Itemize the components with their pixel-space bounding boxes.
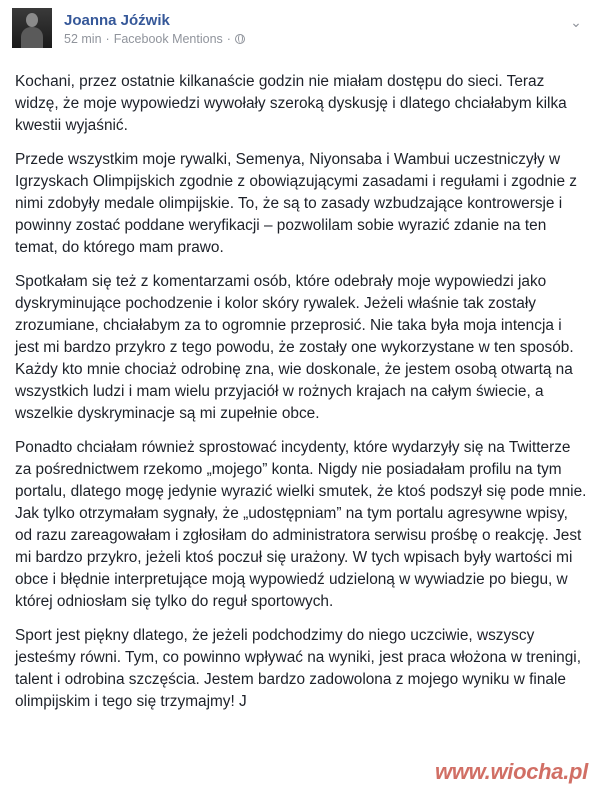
post-text xyxy=(15,71,587,725)
post-paragraph-5: Sport jest piękny dlatego, że jeżeli podchodzimy do niego uczciwie, wszyscy jesteśmy równi. Tym, co powinno wpływać na wyniki, jest praca włożona w treningi, talent i odrobina szczęścia. Jestem bardzo zadowolona z mojego wyniku w finale olimpijskim i tego się trzymajmy! J xyxy=(15,627,581,710)
watermark-logo: www.wiocha.pl xyxy=(435,759,588,784)
globe-icon[interactable] xyxy=(235,34,245,44)
post-paragraph-4: Ponadto chciałam również sprostować incydenty, które wydarzyły się na Twitterze za pośrednictwem rzekomo „mojego” konta. Nigdy nie posiadałam profilu na tym portalu, dlatego mogę jedynie wyrazić wielki smutek, że ktoś podszył się pode mnie. Jak tylko otrzymałam sygnały, że „udostępniam” na tym portalu agresywne wpisy, od razu zareagowałam i zgłosiłam do administratora serwisu prośbę o reakcję. Jest mi bardzo przykro, jeżeli ktoś poczuł się urażony. W tych wpisach były wartości mi obce i błędnie interpretujące moją wypowiedź udzieloną w wywiadzie po biegu, w której odniosłam się tylko do reguł sportowych. xyxy=(15,439,587,610)
avatar-body-shape xyxy=(21,27,43,48)
avatar-head-shape xyxy=(26,13,38,27)
chevron-down-icon[interactable]: ⌄ xyxy=(570,14,582,30)
meta-separator: · xyxy=(105,32,110,46)
post-timestamp-link[interactable]: 52 min xyxy=(64,32,102,46)
post-paragraph-2: Przede wszystkim moje rywalki, Semenya, Niyonsaba i Wambui uczestniczyły w Igrzyskach Olimpijskich zgodnie z obowiązującymi zasadami i regułami i zgodnie z nimi zdobyły medale olimpijskie. To, że są to zasady wzbudzające kontrowersje i powinny zostać poddane weryfikacji – pozwolilam sobie wyrazić zdanie na ten temat, do którego mam prawo. xyxy=(15,151,577,256)
post-source-link[interactable]: Facebook Mentions xyxy=(113,32,223,46)
meta-separator-2: · xyxy=(226,32,231,46)
post-header xyxy=(12,8,588,58)
avatar[interactable] xyxy=(12,8,52,48)
author-name-link[interactable]: Joanna Jóźwik xyxy=(64,12,170,29)
post-paragraph-1: Kochani, przez ostatnie kilkanaście godzin nie miałam dostępu do sieci. Teraz widzę, że moje wypowiedzi wywołały szeroką dyskusję i dlatego chciałabym kilka kwestii wyjaśnić. xyxy=(15,73,567,134)
post-paragraph-3: Spotkałam się też z komentarzami osób, które odebrały moje wypowiedzi jako dyskryminujące pochodzenie i kolor skóry rywalek. Jeżeli właśnie tak zostały zrozumiane, chciałabym za to ogromnie przeprosić. Nie taka była moja intencja i jest mi bardzo przykro z tego powodu, że zostały one wykorzystane w ten sposób. Każdy kto mnie chociaż odrobinę zna, wie doskonale, że jestem osobą otwartą na wszystkich ludzi i mam wielu przyjaciół w rożnych krajach na całym świecie, a wszelkie dyskryminacje są mi zupełnie obce. xyxy=(15,273,574,422)
post-meta xyxy=(64,32,245,46)
